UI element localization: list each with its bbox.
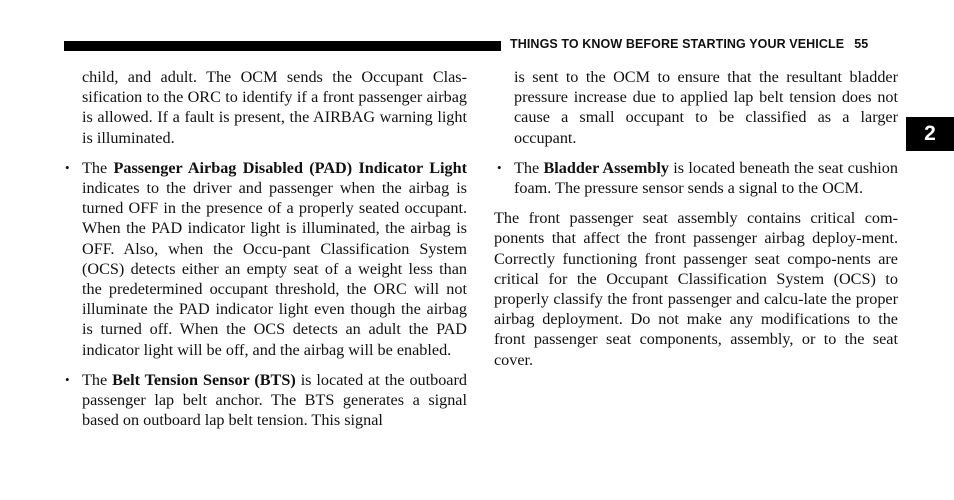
right-column xyxy=(494,67,898,370)
seat-assembly-paragraph: The front passenger seat assembly contains critical com-ponents that affect the front passenger airbag deploy-ment. Correctly functioning front passenger seat compo-nents are critical for the Occupant Classification System (OCS) to properly classify the front passenger and calcu-late the proper airbag deployment. Do not make any modifications to the front passenger seat components, assembly, or to the seat cover. xyxy=(494,209,898,369)
bullet-icon: • xyxy=(65,371,70,387)
page-number: 55 xyxy=(854,37,869,51)
term-pad-indicator: Passenger Airbag Disabled (PAD) Indicator Light xyxy=(113,158,467,177)
bullet-pad-indicator xyxy=(65,158,467,360)
bullet-bladder-text: is located beneath the seat cushion foam. The pressure sensor sends a signal to the OCM. xyxy=(514,158,898,198)
bullet-prefix: The xyxy=(514,158,544,177)
header-title: THINGS TO KNOW BEFORE STARTING YOUR VEHICLE xyxy=(510,37,845,51)
bullet-bladder-assembly xyxy=(494,158,898,198)
bullet-belt-tension-sensor xyxy=(65,370,467,431)
running-header xyxy=(510,37,868,51)
bullet-icon: • xyxy=(497,159,502,175)
header-rule xyxy=(64,41,501,51)
term-bladder-assembly: Bladder Assembly xyxy=(543,158,669,177)
bullet-bts-text: is located at the outboard passenger lap belt anchor. The BTS generates a signal based on outboard lap belt tension. This signal xyxy=(82,370,467,430)
term-bts: Belt Tension Sensor (BTS) xyxy=(112,370,296,389)
chapter-tab: 2 xyxy=(906,117,954,151)
bullet-icon: • xyxy=(65,159,70,175)
bullet-prefix: The xyxy=(82,370,113,389)
left-column xyxy=(65,67,467,430)
bullet-prefix: The xyxy=(82,158,114,177)
bullet-pad-text: indicates to the driver and passenger when the airbag is turned OFF in the presence of a properly seated occupant. When the PAD indicator light is illuminated, the airbag is OFF. Also, when the Occu-pant Classification System (OCS) detects either an empty seat of a weight less than the predetermined occupant threshold, the ORC will not illuminate the PAD indicator light even though the airbag is turned off. When the OCS detects an adult the PAD indicator light will be off, and the airbag will be enabled. xyxy=(82,179,467,359)
right-continuation-paragraph: is sent to the OCM to ensure that the resultant bladder pressure increase due to applied lap belt tension does not cause a small occupant to be classified as a larger occupant. xyxy=(514,68,898,147)
left-continuation-paragraph: child, and adult. The OCM sends the Occupant Clas-sification to the ORC to identify if a front passenger airbag is allowed. If a fault is present, the AIRBAG warning light is illuminated. xyxy=(82,68,467,147)
